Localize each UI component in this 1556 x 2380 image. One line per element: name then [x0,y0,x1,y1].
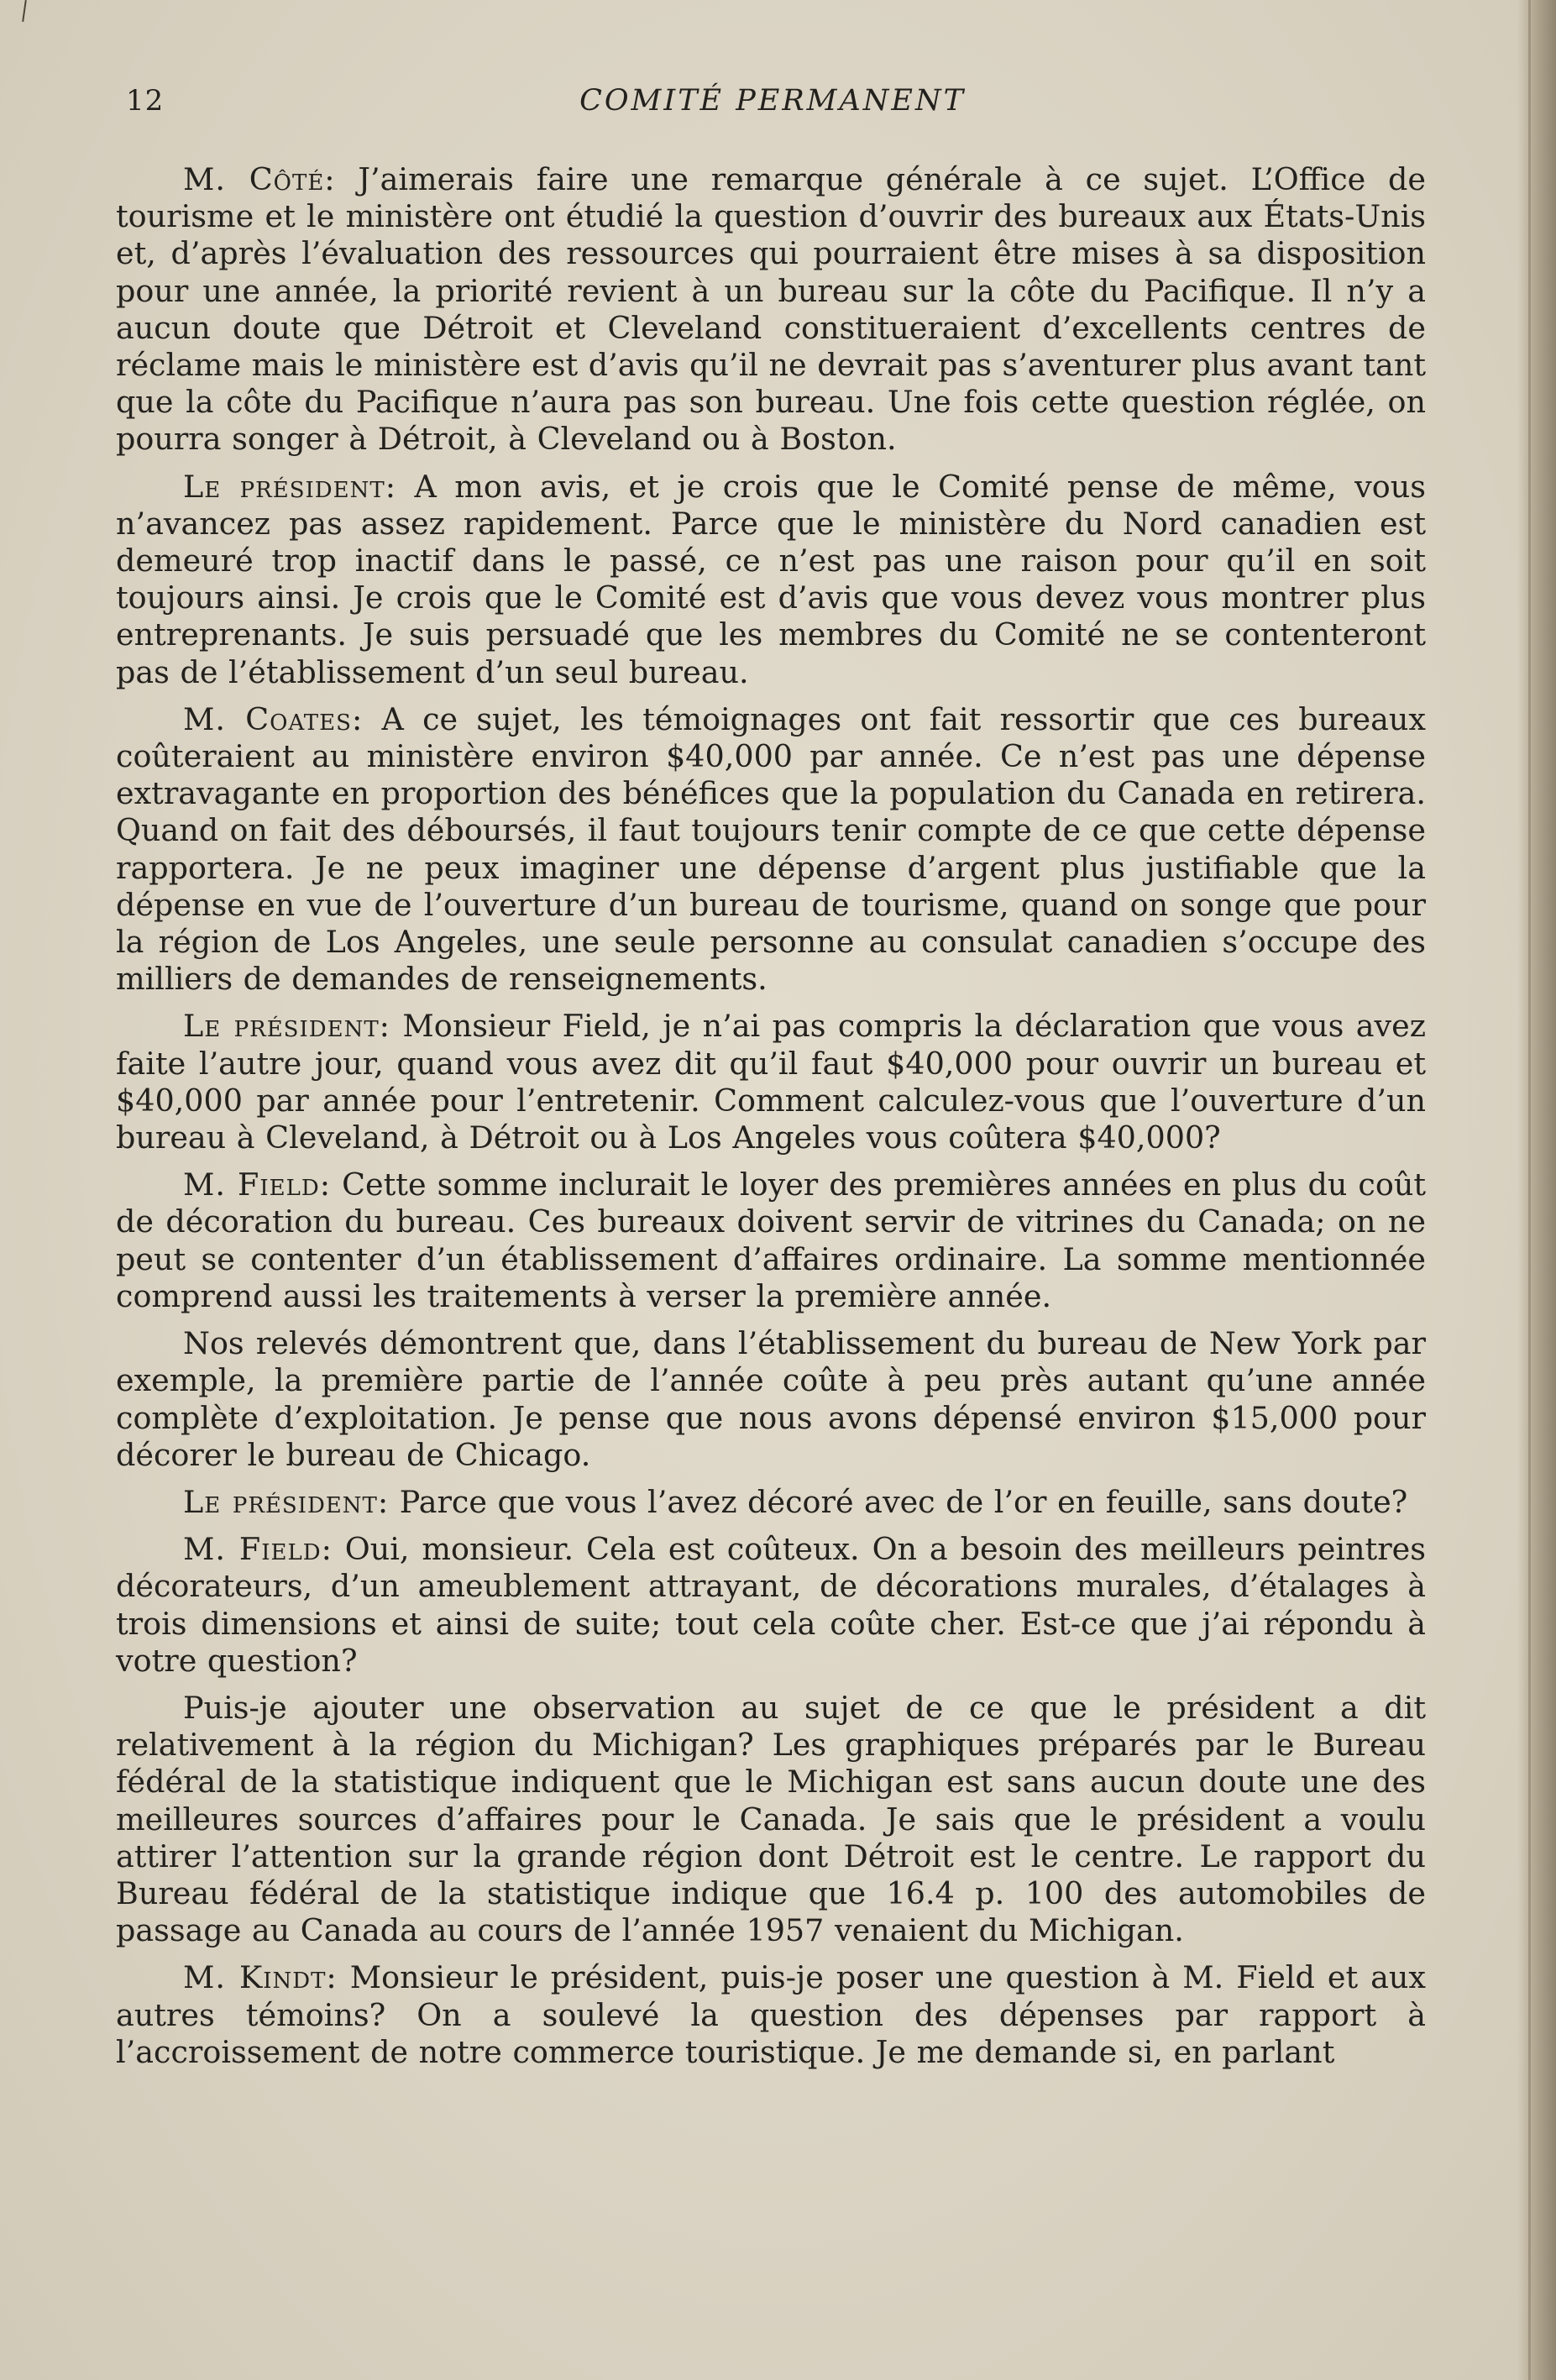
running-head [126,84,1419,126]
paragraph-text: Parce que vous l’avez décoré avec de l’or en feuille, sans doute? [389,1483,1408,1520]
pencil-mark [22,0,27,22]
paragraph-president-3 [116,1484,1426,1521]
paragraph-president-2 [116,1008,1426,1156]
speaker-label: Le président: [183,1483,390,1520]
paragraph-text: Cette somme inclurait le loyer des premières années en plus du coût de décoration du bureau. Ces bureaux doivent servir de vitrines du Canada; on ne peut se contenter d’un établissement d’affaires ordinaire. La somme mentionnée comprend aussi les traitements à verser la première année. [116,1166,1426,1314]
binding-edge [1528,0,1531,2380]
paragraph-field-2 [116,1325,1426,1474]
paragraph-field-3 [116,1531,1426,1680]
body-text [116,161,1426,2081]
paragraph-field-4 [116,1690,1426,1949]
page-number: 12 [126,84,165,118]
speaker-label: M. Kindt: [183,1959,338,1996]
paragraph-cote-1 [116,161,1426,459]
speaker-label: Le président: [183,468,397,505]
paragraph-coates-1 [116,701,1426,999]
paragraph-text: Puis-je ajouter une observation au sujet de ce que le président a dit relativement à la région du Michigan? Les graphiques préparés par le Bureau fédéral de la statistique indiquent que le Michigan est sans aucun doute une des meilleures sources d’affaires pour le Canada. Je sais que le président a voulu attirer l’attention sur la grande région dont Détroit est le centre. Le rapport du Bureau fédéral de la statistique indique que 16.4 p. 100 des automobiles de passage au Canada au cours de l’année 1957 venaient du Michigan. [116,1689,1426,1949]
running-title: COMITÉ PERMANENT [579,84,966,118]
speaker-label: M. Côté: [183,161,336,197]
paragraph-text: J’aimerais faire une remarque générale à ce sujet. L’Office de tourisme et le ministère ont étudié la question d’ouvrir des bureaux aux États-Unis et, d’après l’évaluation des ressources qui pourraient être mises à sa disposition pour une année, la priorité revient à un bureau sur la côte du Pacifique. Il n’y a aucun doute que Détroit et Cleveland constitueraient d’excellents centres de réclame mais le ministère est d’avis qu’il ne devrait pas s’aventurer plus avant tant que la côte du Pacifique n’aura pas son bureau. Une fois cette question réglée, on pourra songer à Détroit, à Cleveland ou à Boston. [116,161,1426,458]
paragraph-text: Monsieur Field, je n’ai pas compris la déclaration que vous avez faite l’autre jour, quand vous avez dit qu’il faut $40,000 pour ouvrir un bureau et $40,000 par année pour l’entretenir. Comment calculez-vous que l’ouverture d’un bureau à Cleveland, à Détroit ou à Los Angeles vous coûtera $40,000? [116,1008,1426,1156]
paragraph-field-1 [116,1166,1426,1315]
speaker-label: Le président: [183,1008,390,1045]
speaker-label: M. Coates: [183,700,364,737]
paragraph-president-1 [116,469,1426,691]
binding-shadow [1517,0,1556,2380]
paragraph-kindt-1 [116,1959,1426,2071]
paragraph-text: A mon avis, et je crois que le Comité pense de même, vous n’avancez pas assez rapidement. Parce que le ministère du Nord canadien est demeuré trop inactif dans le passé, ce n’est pas une raison pour qu’il en soit toujours ainsi. Je crois que le Comité est d’avis que vous devez vous montrer plus entreprenants. Je suis persuadé que les membres du Comité ne se contenteront pas de l’établissement d’un seul bureau. [116,468,1426,690]
paragraph-text: Monsieur le président, puis-je poser une question à M. Field et aux autres témoins? On a soulevé la question des dépenses par rapport à l’accroissement de notre commerce touristique. Je me demande si, en parlant [116,1959,1426,2070]
speaker-label: M. Field: [183,1166,332,1203]
paragraph-text: Oui, monsieur. Cela est coûteux. On a besoin des meilleurs peintres décorateurs, d’un ameublement attrayant, de décorations murales, d’étalages à trois dimensions et ainsi de suite; tout cela coûte cher. Est-ce que j’ai répondu à votre question? [116,1531,1426,1679]
paragraph-text: Nos relevés démontrent que, dans l’établissement du bureau de New York par exemple, la première partie de l’année coûte à peu près autant qu’une année complète d’exploitation. Je pense que nous avons dépensé environ $15,000 pour décorer le bureau de Chicago. [116,1325,1426,1473]
paragraph-text: A ce sujet, les témoignages ont fait ressortir que ces bureaux coûteraient au ministère environ $40,000 par année. Ce n’est pas une dépense extravagante en proportion des bénéfices que la population du Canada en retirera. Quand on fait des déboursés, il faut toujours tenir compte de ce que cette dépense rapportera. Je ne peux imaginer une dépense d’argent plus justifiable que la dépense en vue de l’ouverture d’un bureau de tourisme, quand on songe que pour la région de Los Angeles, une seule personne au consulat canadien s’occupe des milliers de demandes de renseignements. [116,700,1427,998]
speaker-label: M. Field: [183,1531,333,1568]
